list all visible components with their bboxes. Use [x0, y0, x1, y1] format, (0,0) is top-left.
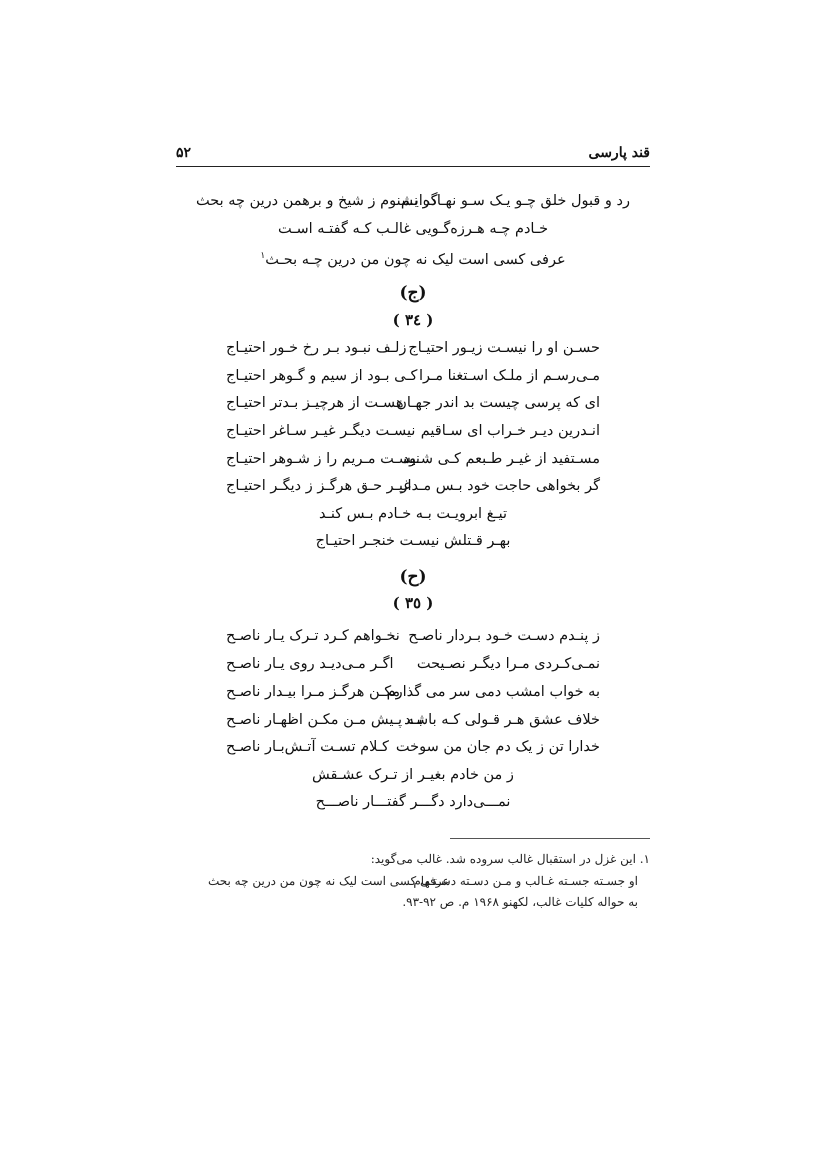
- s2-hemistich-left: اگـر مـی‌دیـد روی یـار ناصـح: [226, 656, 394, 672]
- s2-hemistich-right: خدارا تن ز یک دم جان من سوخت: [395, 739, 600, 755]
- s1-hemistich-left: نیسـت مـریم را ز شـوهر احتیـاج: [226, 451, 420, 467]
- s2-hemistich-left: نخـواهم کـرد تـرک یـار ناصـح: [226, 628, 400, 644]
- s2-hemistich-right: نمـی‌کـردی مـرا دیگـر نصـیحت: [416, 656, 600, 672]
- s1-hemistich-right: حسـن او را نیسـت زیـور احتیـاج: [408, 340, 600, 356]
- page-number: ۵۲: [176, 145, 192, 161]
- intro-line1-right: رد و قبول خلق چـو یـک سـو نهـاده‌ایـم: [400, 193, 630, 209]
- s2-hemistich-right: به خواب امشب دمی سر می گذارم: [386, 684, 600, 700]
- s2-hemistich-left: بـه پـیش مـن مکـن اظهـار ناصـح: [226, 712, 423, 728]
- section1-number: ( ٣٤ ): [392, 311, 434, 329]
- s1-hemistich-left: نیسـت دیگـر غیـر سـاغر احتیـاج: [226, 423, 416, 439]
- s1-hemistich-right: گر بخواهی حاجت خود بـس مـدار: [400, 478, 600, 494]
- s1-hemistich-left: غیـر حـق هرگـز ز دیگـر احتیـاج: [226, 478, 411, 494]
- s2-closing-line: ز من خادم بغیـر از تـرک عشـقش: [312, 767, 514, 783]
- header-rule: [176, 166, 650, 167]
- s1-closing-line: تیـغ ابرویـت بـه خـادم بـس کنـد: [318, 506, 508, 522]
- intro-line3-wrap: [0, 246, 826, 270]
- intro-line3: عرفی کسی است لیک نه چون من درین چـه بحـث: [265, 251, 566, 268]
- s2-hemistich-right: خلاف عشق هـر قـولی کـه باشـد: [404, 712, 600, 728]
- running-header-title: قند پارسی: [588, 145, 650, 161]
- s1-hemistich-right: مسـتفید از غیـر طـبعم کـی شـود: [402, 451, 600, 467]
- s1-closing-line: بهـر قـتلش نیسـت خنجـر احتیـاج: [315, 533, 511, 549]
- footnote-reference: به حواله کلیات غالب، لکهنو ۱۹۶۸ م. ص ۹۲-۹۳.: [402, 895, 638, 909]
- intro-line1-left: گر نشنوم ز شیخ و برهمن درین چه بحث: [196, 193, 438, 209]
- s2-hemistich-left: مکـن هرگـز مـرا بیـدار ناصـح: [226, 684, 401, 700]
- s1-hemistich-right: ای که پرسی چیست بد اندر جهـان: [396, 395, 600, 411]
- s2-hemistich-left: کـلام تسـت آتـش‌بـار ناصـح: [226, 739, 389, 755]
- section2-number: ( ٣٥ ): [392, 594, 434, 612]
- s2-closing-line: نمـــی‌دارد دگـــر گفتـــار ناصـــح: [315, 794, 511, 810]
- section2-letter: (ح): [399, 567, 427, 587]
- s1-hemistich-right: مـی‌رسـم از ملـک اسـتغنا مـرا: [418, 368, 600, 384]
- section1-letter: (ج): [399, 283, 427, 303]
- footnote-verse-left: عرفی کسی است لیک نه چون من درین چه بحث: [208, 874, 450, 888]
- intro-line2: خـادم چـه هـرزه‌گـویی غالـب کـه گفتـه اسـت: [277, 221, 549, 237]
- s1-hemistich-right: انـدرین دیـر خـراب ای سـاقیم: [420, 423, 600, 439]
- s1-hemistich-left: کـی بـود از سیم و گـوهر احتیـاج: [226, 368, 418, 384]
- footnote-verse-right: او جسـته جسـته غـالب و مـن دسـته دسـتـهام: [413, 874, 638, 888]
- s2-hemistich-right: ز پنـدم دسـت خـود بـردار ناصـح: [408, 628, 600, 644]
- footnote-marker: ۱: [260, 251, 266, 261]
- footnote-line: ۱. این غزل در استقبال غالب سروده شد. غالب می‌گوید:: [370, 852, 650, 866]
- footnote-rule: [450, 838, 650, 839]
- s1-hemistich-left: هسـت از هرچیـز بـدتر احتیـاج: [226, 395, 404, 411]
- s1-hemistich-left: زلـف نبـود بـر رخ خـور احتیـاج: [226, 340, 407, 356]
